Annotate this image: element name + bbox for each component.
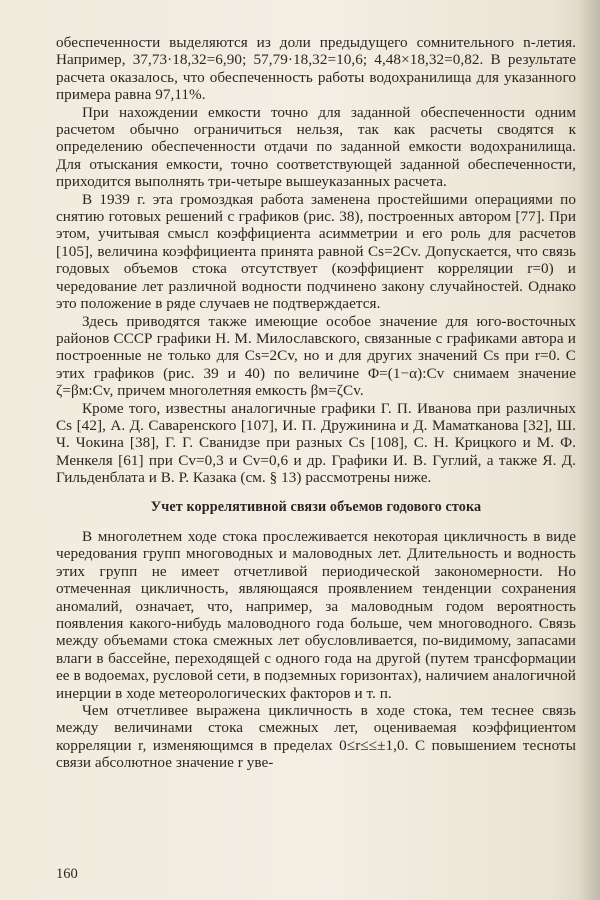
- section-heading: Учет коррелятивной связи объемов годового стока: [150, 498, 482, 515]
- page-body-text: [56, 34, 576, 772]
- paragraph-cyclicity: В многолетнем ходе стока прослеживается некоторая цикличность в виде чередования групп многоводных и маловодных лет. Длительность и водность этих групп не имеет отчетливой периодической закономерности. Но отмеченная цикличность, являющаяся проявлением тенденции сохранения аномалий, означает, что, например, за маловодным годом вероятность появления какого-нибудь маловодного года больше, чем многоводного. Связь между объемами стока смежных лет обусловливается, по-видимому, запасами влаги в бассейне, переходящей с одного года на другой (путем трансформации ее в водоемах, русловой сети, в подземных горизонтах), наличием аналогичной инерции в ходе метеорологических факторов и т. п.: [56, 527, 576, 702]
- paragraph-continuation: обеспеченности выделяются из доли предыдущего сомнительного n-летия. Например, 37,73·18,32=6,90; 57,79·18,32=10,6; 4,48×18,32=0,82. В результате расчета оказалось, что обеспеченность работы водохранилища для указанного примера равна 97,11%.: [56, 34, 576, 104]
- paragraph-miloslavsky-graphs: Здесь приводятся также имеющие особое значение для юго-восточных районов СССР графики Н. М. Милославского, связанные с графиками автора и построенные не только для Cs=2Cv, но и для других значений Cs при r=0. С этих графиков (рис. 39 и 40) по величине Φ=(1−α):Cv снимаем значение ζ=βм:Cv, причем многолетняя емкость βм=ζCv.: [56, 312, 576, 400]
- page-number: 160: [56, 866, 78, 882]
- paragraph-capacity-calculation: При нахождении емкости точно для заданной обеспеченности одним расчетом обычно ограничиться нельзя, так как расчеты сводятся к определению обеспеченности отдачи по заданной емкости водохранилища. Для отыскания емкости, точно соответствующей заданной обеспеченности, приходится выполнять три-четыре вышеуказанных расчета.: [56, 103, 576, 191]
- paragraph-correlation: Чем отчетливее выражена цикличность в ходе стока, тем теснее связь между величинами стока смежных лет, оцениваемая коэффициентом корреляции r, изменяющимся в пределах 0≤r≤≤±1,0. С повышением тесноты связи абсолютное значение r уве-: [56, 702, 576, 772]
- paragraph-1939-graphs: В 1939 г. эта громоздкая работа заменена простейшими операциями по снятию готовых решений с графиков (рис. 38), построенных автором [77]. При этом, учитывая смысл коэффициента асимметрии и его роль для расчетов [105], величина коэффициента принята равной Cs=2Cv. Допускается, что связь годовых объемов стока отсутствует (коэффициент корреляции r=0) и чередование лет различной водности подчинено закону случайностей. Однако это положение в ряде случаев не подтверждается.: [56, 190, 576, 313]
- paragraph-other-graphs: Кроме того, известны аналогичные графики Г. П. Иванова при различных Cs [42], А. Д. Саваренского [107], И. П. Дружинина и Д. Маматканова [32], Ш. Ч. Чокина [38], Г. Г. Сванидзе при разных Cs [108], С. Н. Крицкого и М. Ф. Менкеля [61] при Cv=0,3 и Cv=0,6 и др. Графики И. В. Гуглий, а также Я. Д. Гильденблата и В. Р. Казака (см. § 13) рассмотрены ниже.: [56, 399, 576, 487]
